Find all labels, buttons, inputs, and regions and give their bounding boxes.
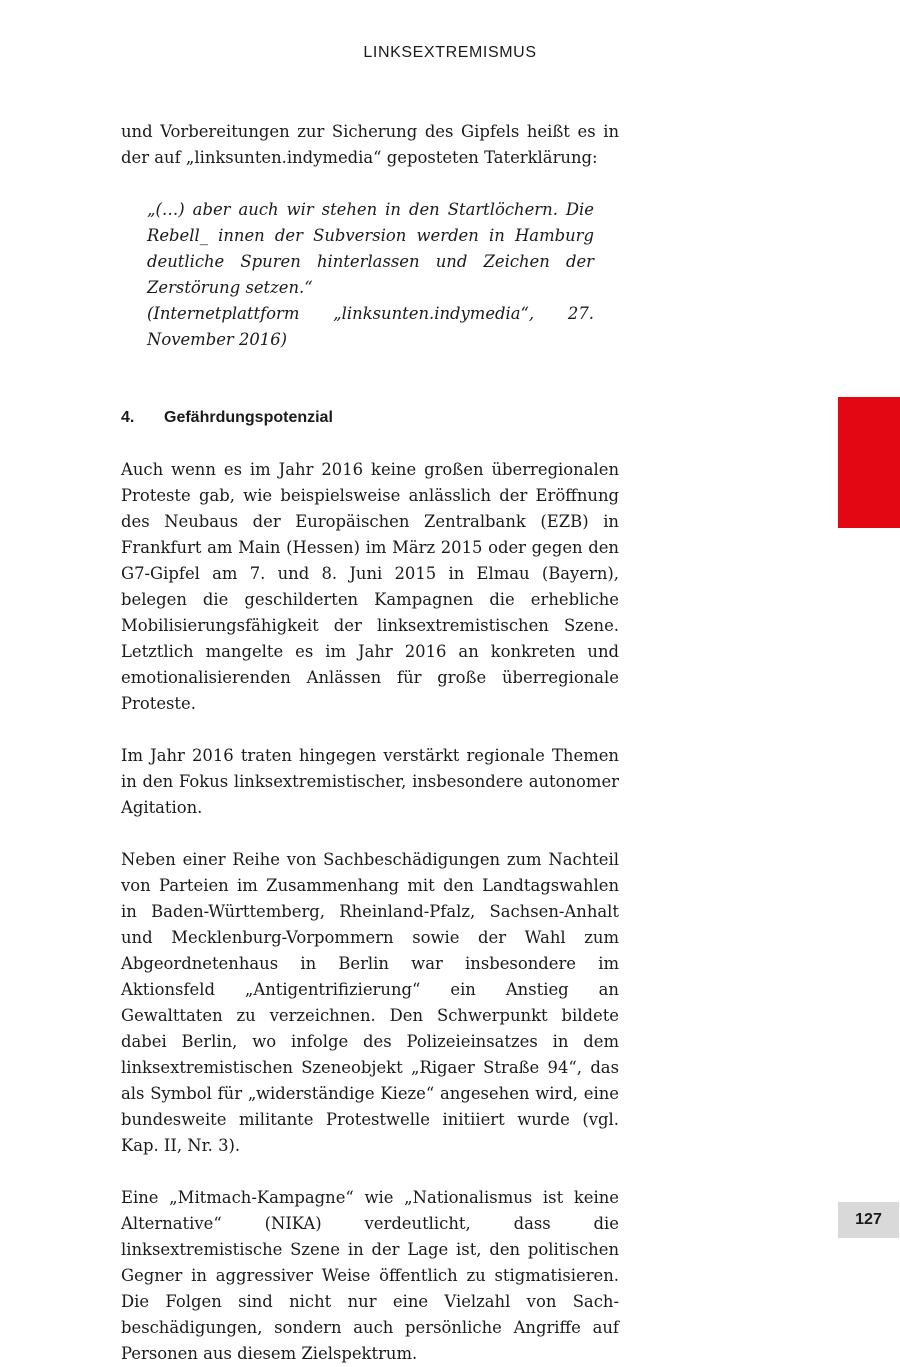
running-header: LINKSEXTREMISMUS: [363, 44, 537, 61]
page-number-box: [838, 1202, 899, 1238]
section-heading: [121, 405, 619, 431]
body-paragraph: Im Jahr 2016 traten hingegen verstärkt regionale Themen in den Fokus linksextremistischer, insbesondere autonomer Agitation.: [121, 746, 619, 817]
body-paragraph: Auch wenn es im Jahr 2016 keine großen überregionalen Proteste gab, wie beispielsweise anlässlich der Eröffnung des Neubaus der Europäischen Zentralbank (EZB) in Frankfurt am Main (Hessen) im März 2015 oder gegen den G7-Gipfel am 7. und 8. Juni 2015 in Elmau (Bayern), belegen die geschilderten Kampagnen die erhebliche Mobilisierungsfähigkeit der linksextremistischen Szene. Letztlich mangelte es im Jahr 2016 an konkreten und emotionalisierenden Anlässen für große überregionale Proteste.: [121, 460, 619, 713]
intro-paragraph: und Vorbereitungen zur Sicherung des Gipfels heißt es in der auf „linksunten.indymedia“ geposteten Taterklärung:: [121, 122, 619, 167]
section-title: Gefährdungspotenzial: [164, 409, 333, 426]
quote-source: (Internetplattform „linksunten.indymedia“, 27. November 2016): [147, 304, 594, 349]
chapter-tab-marker: [838, 397, 900, 528]
quote-text: „(…) aber auch wir stehen in den Startlöchern. Die Rebell_ innen der Subversion werden in Hamburg deutliche Spuren hinterlassen und Zeichen der Zerstörung setzen.“: [147, 200, 594, 297]
body-paragraph: Eine „Mitmach-Kampagne“ wie „Nationalismus ist keine Alternative“ (NIKA) verdeutlicht, dass die linksextremistische Szene in der Lage ist, den politischen Gegner in aggressiver Weise öffentlich zu stigmatisieren. Die Folgen sind nicht nur eine Vielzahl von Sachbeschädigungen, sondern auch persönliche Angriffe auf Personen aus diesem Zielspektrum.: [121, 1188, 619, 1363]
page-number: 127: [855, 1211, 882, 1228]
page-content: [121, 119, 619, 1367]
block-quote: [147, 197, 594, 353]
body-paragraph: Neben einer Reihe von Sachbeschädigungen zum Nachteil von Parteien im Zusammenhang mit den Landtagswahlen in Baden-Württemberg, Rheinland-Pfalz, Sachsen-Anhalt und Mecklenburg-Vorpommern sowie der Wahl zum Abgeordnetenhaus in Berlin war insbesondere im Aktionsfeld „Antigentrifizierung“ ein Anstieg an Gewalttaten zu verzeichnen. Den Schwerpunkt bildete dabei Berlin, wo infolge des Polizeieinsatzes in dem linksextremistischen Szeneobjekt „Rigaer Straße 94“, das als Symbol für „widerständige Kieze“ angesehen wird, eine bundesweite militante Protestwelle initiiert wurde (vgl. Kap. II, Nr. 3).: [121, 850, 619, 1155]
section-number: 4.: [121, 409, 135, 426]
